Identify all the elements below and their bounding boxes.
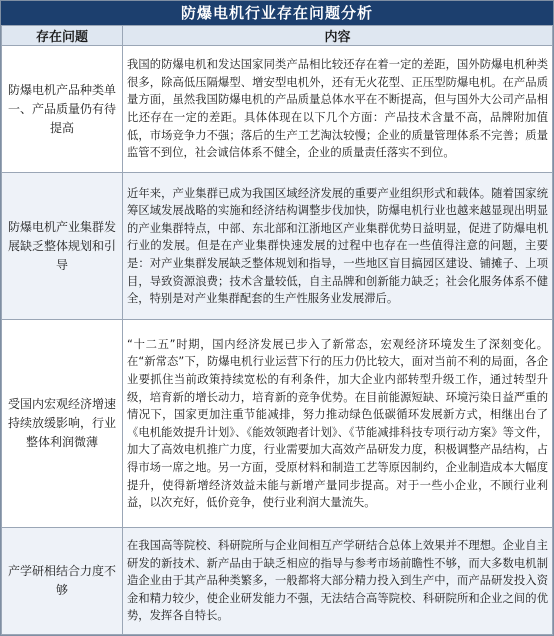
table-row bbox=[2, 46, 553, 173]
content-cell: “十二五”时期，国内经济发展已步入了新常态，宏观经济环境发生了深刻变化。在“新常态”下，防爆电机行业运营下行的压力仍比较大，面对当前不利的局面，各企业要抓住当前政策持续宽松的有利条件，加大企业内部转型升级工作，通过转型升级，培育新的增长动力，培育新的竞争优势。在目前能源短缺、环境污染日益严重的情况下，国家更加注重节能减排，努力推动绿色低碳循环发展新方式，相继出台了《电机能效提升计划》、《能效领跑者计划》、《节能减排科技专项行动方案》等文件，加大了高效电机推广力度，行业需要加大高效产品研发力度，积极调整产品结构，占得市场一席之地。另一方面，受原材料和制造工艺等原因制约，企业制造成本大幅度提升，使得新增经济效益未能与新增产量同步提高。对于一些小企业，不顾行业利益，以次充好，低价竞争，使行业利润大量流失。 bbox=[123, 320, 553, 528]
document-title: 防爆电机行业存在问题分析 bbox=[1, 1, 553, 25]
issue-cell: 防爆电机产品种类单一、产品质量仍有待提高 bbox=[2, 46, 123, 173]
issue-cell: 受国内宏观经济增速持续放缓影响，行业整体利润微薄 bbox=[2, 320, 123, 528]
column-header-issue: 存在问题 bbox=[2, 26, 123, 46]
content-cell: 在我国高等院校、科研院所与企业间相互产学研结合总体上效果并不理想。企业自主研发的新技术、新产品由于缺乏相应的指导与参考市场前瞻性不够，而大多数电机制造企业由于其产品种类繁多，一般都将大部分精力投入到生产中，而产品研发投入资金和精力较少，使企业研发能力不强，无法结合高等院校、科研院所和企业之间的优势，发挥各自特长。 bbox=[123, 528, 553, 635]
content-cell: 近年来，产业集群已成为我国区域经济发展的重要产业组织形式和载体。随着国家统筹区域发展战略的实施和经济结构调整步伐加快，防爆电机行业也越来越显现出明显的产业集群特点，中部、东北部和江浙地区产业集群优势日益明显，促进了防爆电机行业的发展。但是在产业集群快速发展的过程中也存在一些值得注意的问题，主要是：对产业集群发展缺乏整体规划和指导，一些地区盲目搞园区建设、铺摊子、上项目，导致资源浪费；技术含量较低，自主品牌和创新能力缺乏；社会化服务体系不健全，特别是对产业集群配套的生产性服务业发展滞后。 bbox=[123, 173, 553, 320]
table-row bbox=[2, 528, 553, 635]
table-row bbox=[2, 173, 553, 320]
table-row bbox=[2, 320, 553, 528]
table-header-row bbox=[2, 26, 553, 46]
issues-table bbox=[1, 25, 553, 635]
column-header-content: 内容 bbox=[123, 26, 553, 46]
issue-cell: 产学研相结合力度不够 bbox=[2, 528, 123, 635]
issue-cell: 防爆电机产业集群发展缺乏整体规划和引导 bbox=[2, 173, 123, 320]
content-cell: 我国的防爆电机和发达国家同类产品相比较还存在着一定的差距，国外防爆电机种类很多，除高低压隔爆型、增安型电机外，还有无火花型、正压型防爆电机。在产品质量方面，虽然我国防爆电机的产品质量总体水平在不断提高，但与国外大公司产品相比还存在一定的差距。具体体现在以下几个方面：产品技术含量不高，品牌附加值低，市场竞争力不强；落后的生产工艺淘汰较慢；企业的质量管理体系不完善；质量监管不到位，社会诚信体系不健全，企业的质量责任落实不到位。 bbox=[123, 46, 553, 173]
